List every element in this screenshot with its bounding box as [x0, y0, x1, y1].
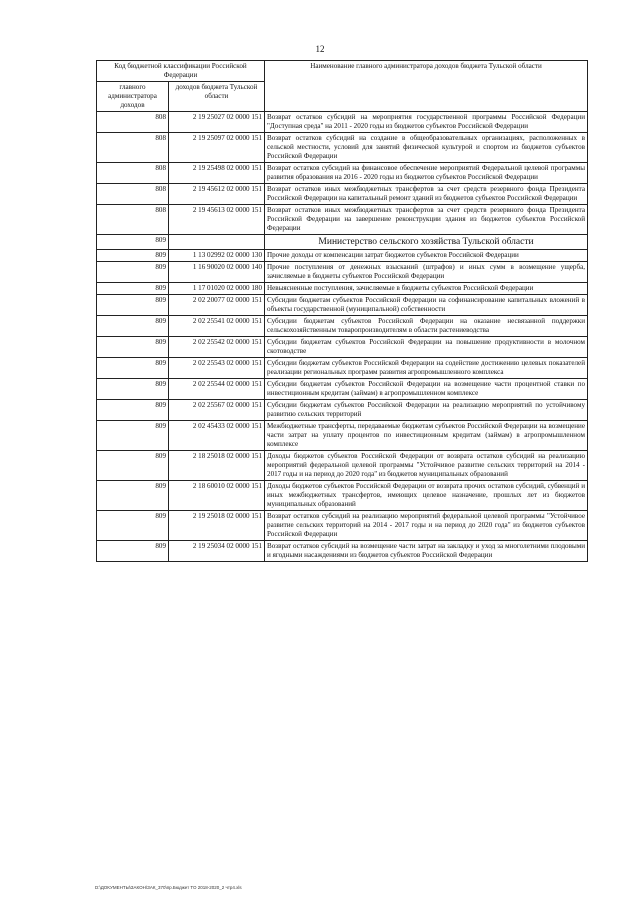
admin-code-cell: 809 — [97, 379, 169, 400]
admin-code-cell: 808 — [97, 112, 169, 133]
income-name-cell: Доходы бюджетов субъектов Российской Федерации от возврата остатков субсидий на реализацию мероприятий федеральной целевой программы "Устойчивое развитие сельских территорий на 2014 - 2017 годы и на период до 2020 года" из бюджетов муниципальных образований — [265, 451, 588, 481]
income-code-cell: 2 19 25034 02 0000 151 — [169, 541, 265, 562]
income-name-cell: Субсидии бюджетам субъектов Российской Федерации на повышение продуктивности в молочном скотоводстве — [265, 337, 588, 358]
table-row — [97, 205, 588, 235]
table-row — [97, 283, 588, 295]
income-name-cell: Возврат остатков иных межбюджетных трансфертов за счет средств резервного фонда Президента Российской Федерации на завершение реконструкции здания из бюджетов субъектов Российской Федерации — [265, 205, 588, 235]
admin-code-cell: 809 — [97, 250, 169, 262]
admin-code-cell: 809 — [97, 511, 169, 541]
income-code-cell: 2 02 25544 02 0000 151 — [169, 379, 265, 400]
table-row — [97, 511, 588, 541]
header-code-group: Код бюджетной классификации Российской Федерации — [97, 61, 265, 82]
admin-code-cell: 808 — [97, 163, 169, 184]
table-row — [97, 250, 588, 262]
table-row — [97, 421, 588, 451]
table-row — [97, 112, 588, 133]
income-code-cell: 2 02 45433 02 0000 151 — [169, 421, 265, 451]
income-code-cell: 2 18 60010 02 0000 151 — [169, 481, 265, 511]
admin-code-cell: 809 — [97, 316, 169, 337]
table-row — [97, 541, 588, 562]
admin-code-cell: 809 — [97, 262, 169, 283]
header-income: доходов бюджета Тульской области — [169, 82, 265, 112]
admin-code-cell: 809 — [97, 283, 169, 295]
income-name-cell: Возврат остатков субсидий на мероприятия государственной программы Российской Федерации "Доступная среда" на 2011 - 2020 годы из бюджетов субъектов Российской Федерации — [265, 112, 588, 133]
header-admin: главного администратора доходов — [97, 82, 169, 112]
income-name-cell: Возврат остатков иных межбюджетных трансфертов за счет средств резервного фонда Президента Российской Федерации на капитальный ремонт зданий из бюджетов субъектов Российской Федерации — [265, 184, 588, 205]
admin-code-cell: 808 — [97, 133, 169, 163]
table-row — [97, 451, 588, 481]
income-code-cell: 1 16 90020 02 0000 140 — [169, 262, 265, 283]
income-code-cell: 1 17 01020 02 0000 180 — [169, 283, 265, 295]
table-row — [97, 316, 588, 337]
admin-code-cell: 809 — [97, 337, 169, 358]
income-name-cell: Возврат остатков субсидий на финансовое обеспечение мероприятий Федеральной целевой программы развития образования на 2016 - 2020 годы из бюджетов субъектов Российской Федерации — [265, 163, 588, 184]
table-row — [97, 481, 588, 511]
income-name-cell: Невыясненные поступления, зачисляемые в бюджеты субъектов Российской Федерации — [265, 283, 588, 295]
admin-code-cell: 808 — [97, 205, 169, 235]
income-code-cell: 2 18 25018 02 0000 151 — [169, 451, 265, 481]
table-row — [97, 295, 588, 316]
table-row — [97, 262, 588, 283]
income-name-cell: Возврат остатков субсидий на реализацию мероприятий федеральной целевой программы "Устойчивое развитие сельских территорий на 2014 - 2017 годы и на период до 2020 года" из бюджетов субъектов Российской Федерации — [265, 511, 588, 541]
income-name-cell: Возврат остатков субсидий на возмещение части затрат на закладку и уход за многолетними плодовыми и ягодными насаждениями из бюджетов субъектов Российской Федерации — [265, 541, 588, 562]
income-code-cell: 2 02 20077 02 0000 151 — [169, 295, 265, 316]
admin-code-cell: 809 — [97, 295, 169, 316]
file-path-footer: D:\ДОКУМЕНТЫ\ЗАКОН\ЗАК_370\пр.Бюджет ТО 2018-2020_2 чтр4.xls — [95, 885, 242, 890]
income-name-cell: Возврат остатков субсидий на создание в общеобразовательных организациях, расположенных в сельской местности, условий для занятий физической культурой и спортом из бюджетов субъектов Российской Федерации — [265, 133, 588, 163]
table-row — [97, 400, 588, 421]
income-name-cell: Субсидии бюджетам субъектов Российской Федерации на реализацию мероприятий по устойчивому развитию сельских территорий — [265, 400, 588, 421]
admin-code-cell: 809 — [97, 358, 169, 379]
income-code-cell: 2 19 25027 02 0000 151 — [169, 112, 265, 133]
income-name-cell: Субсидии бюджетам субъектов Российской Федерации на оказание несвязанной поддержки сельскохозяйственным товаропроизводителям в области растениеводства — [265, 316, 588, 337]
income-code-cell: 2 02 25542 02 0000 151 — [169, 337, 265, 358]
income-name-cell: Субсидии бюджетам субъектов Российской Федерации на возмещение части процентной ставки по инвестиционным кредитам (займам) в агропромышленном комплексе — [265, 379, 588, 400]
admin-code-cell: 808 — [97, 184, 169, 205]
income-code-cell: 2 19 45613 02 0000 151 — [169, 205, 265, 235]
income-code-cell: 2 19 45612 02 0000 151 — [169, 184, 265, 205]
income-code-cell: 2 19 25498 02 0000 151 — [169, 163, 265, 184]
section-title-cell: Министерство сельского хозяйства Тульской области — [265, 235, 588, 250]
income-code-cell: 2 19 25018 02 0000 151 — [169, 511, 265, 541]
admin-code-cell: 809 — [97, 541, 169, 562]
admin-code-cell: 809 — [97, 451, 169, 481]
income-code-cell: 2 02 25543 02 0000 151 — [169, 358, 265, 379]
table-row — [97, 358, 588, 379]
admin-code-cell: 809 — [97, 400, 169, 421]
income-code-cell: 2 19 25097 02 0000 151 — [169, 133, 265, 163]
table-section-row — [97, 235, 588, 250]
income-name-cell: Прочие доходы от компенсации затрат бюджетов субъектов Российской Федерации — [265, 250, 588, 262]
budget-classification-table — [96, 60, 588, 562]
page-number: 12 — [315, 44, 325, 54]
income-name-cell: Субсидии бюджетам субъектов Российской Федерации на софинансирование капитальных вложений в объекты государственной (муниципальной) собственности — [265, 295, 588, 316]
table-row — [97, 133, 588, 163]
income-code-cell — [169, 235, 265, 250]
income-code-cell: 1 13 02992 02 0000 130 — [169, 250, 265, 262]
table-body — [97, 112, 588, 562]
income-name-cell: Доходы бюджетов субъектов Российской Федерации от возврата прочих остатков субсидий, субвенций и иных межбюджетных трансфертов, имеющих целевое назначение, прошлых лет из бюджетов муниципальных образований — [265, 481, 588, 511]
income-code-cell: 2 02 25541 02 0000 151 — [169, 316, 265, 337]
table-row — [97, 337, 588, 358]
header-name: Наименование главного администратора доходов бюджета Тульской области — [265, 61, 588, 112]
income-name-cell: Прочие поступления от денежных взысканий (штрафов) и иных сумм в возмещение ущерба, зачисляемые в бюджеты субъектов Российской Федерации — [265, 262, 588, 283]
admin-code-cell: 809 — [97, 421, 169, 451]
income-code-cell: 2 02 25567 02 0000 151 — [169, 400, 265, 421]
table-row — [97, 184, 588, 205]
income-name-cell: Межбюджетные трансферты, передаваемые бюджетам субъектов Российской Федерации на возмещение части затрат на уплату процентов по инвестиционным кредитам (займам) в агропромышленном комплексе — [265, 421, 588, 451]
table-row — [97, 163, 588, 184]
admin-code-cell: 809 — [97, 235, 169, 250]
income-name-cell: Субсидии бюджетам субъектов Российской Федерации на содействие достижению целевых показателей реализации региональных программ развития агропромышленного комплекса — [265, 358, 588, 379]
table-row — [97, 379, 588, 400]
admin-code-cell: 809 — [97, 481, 169, 511]
